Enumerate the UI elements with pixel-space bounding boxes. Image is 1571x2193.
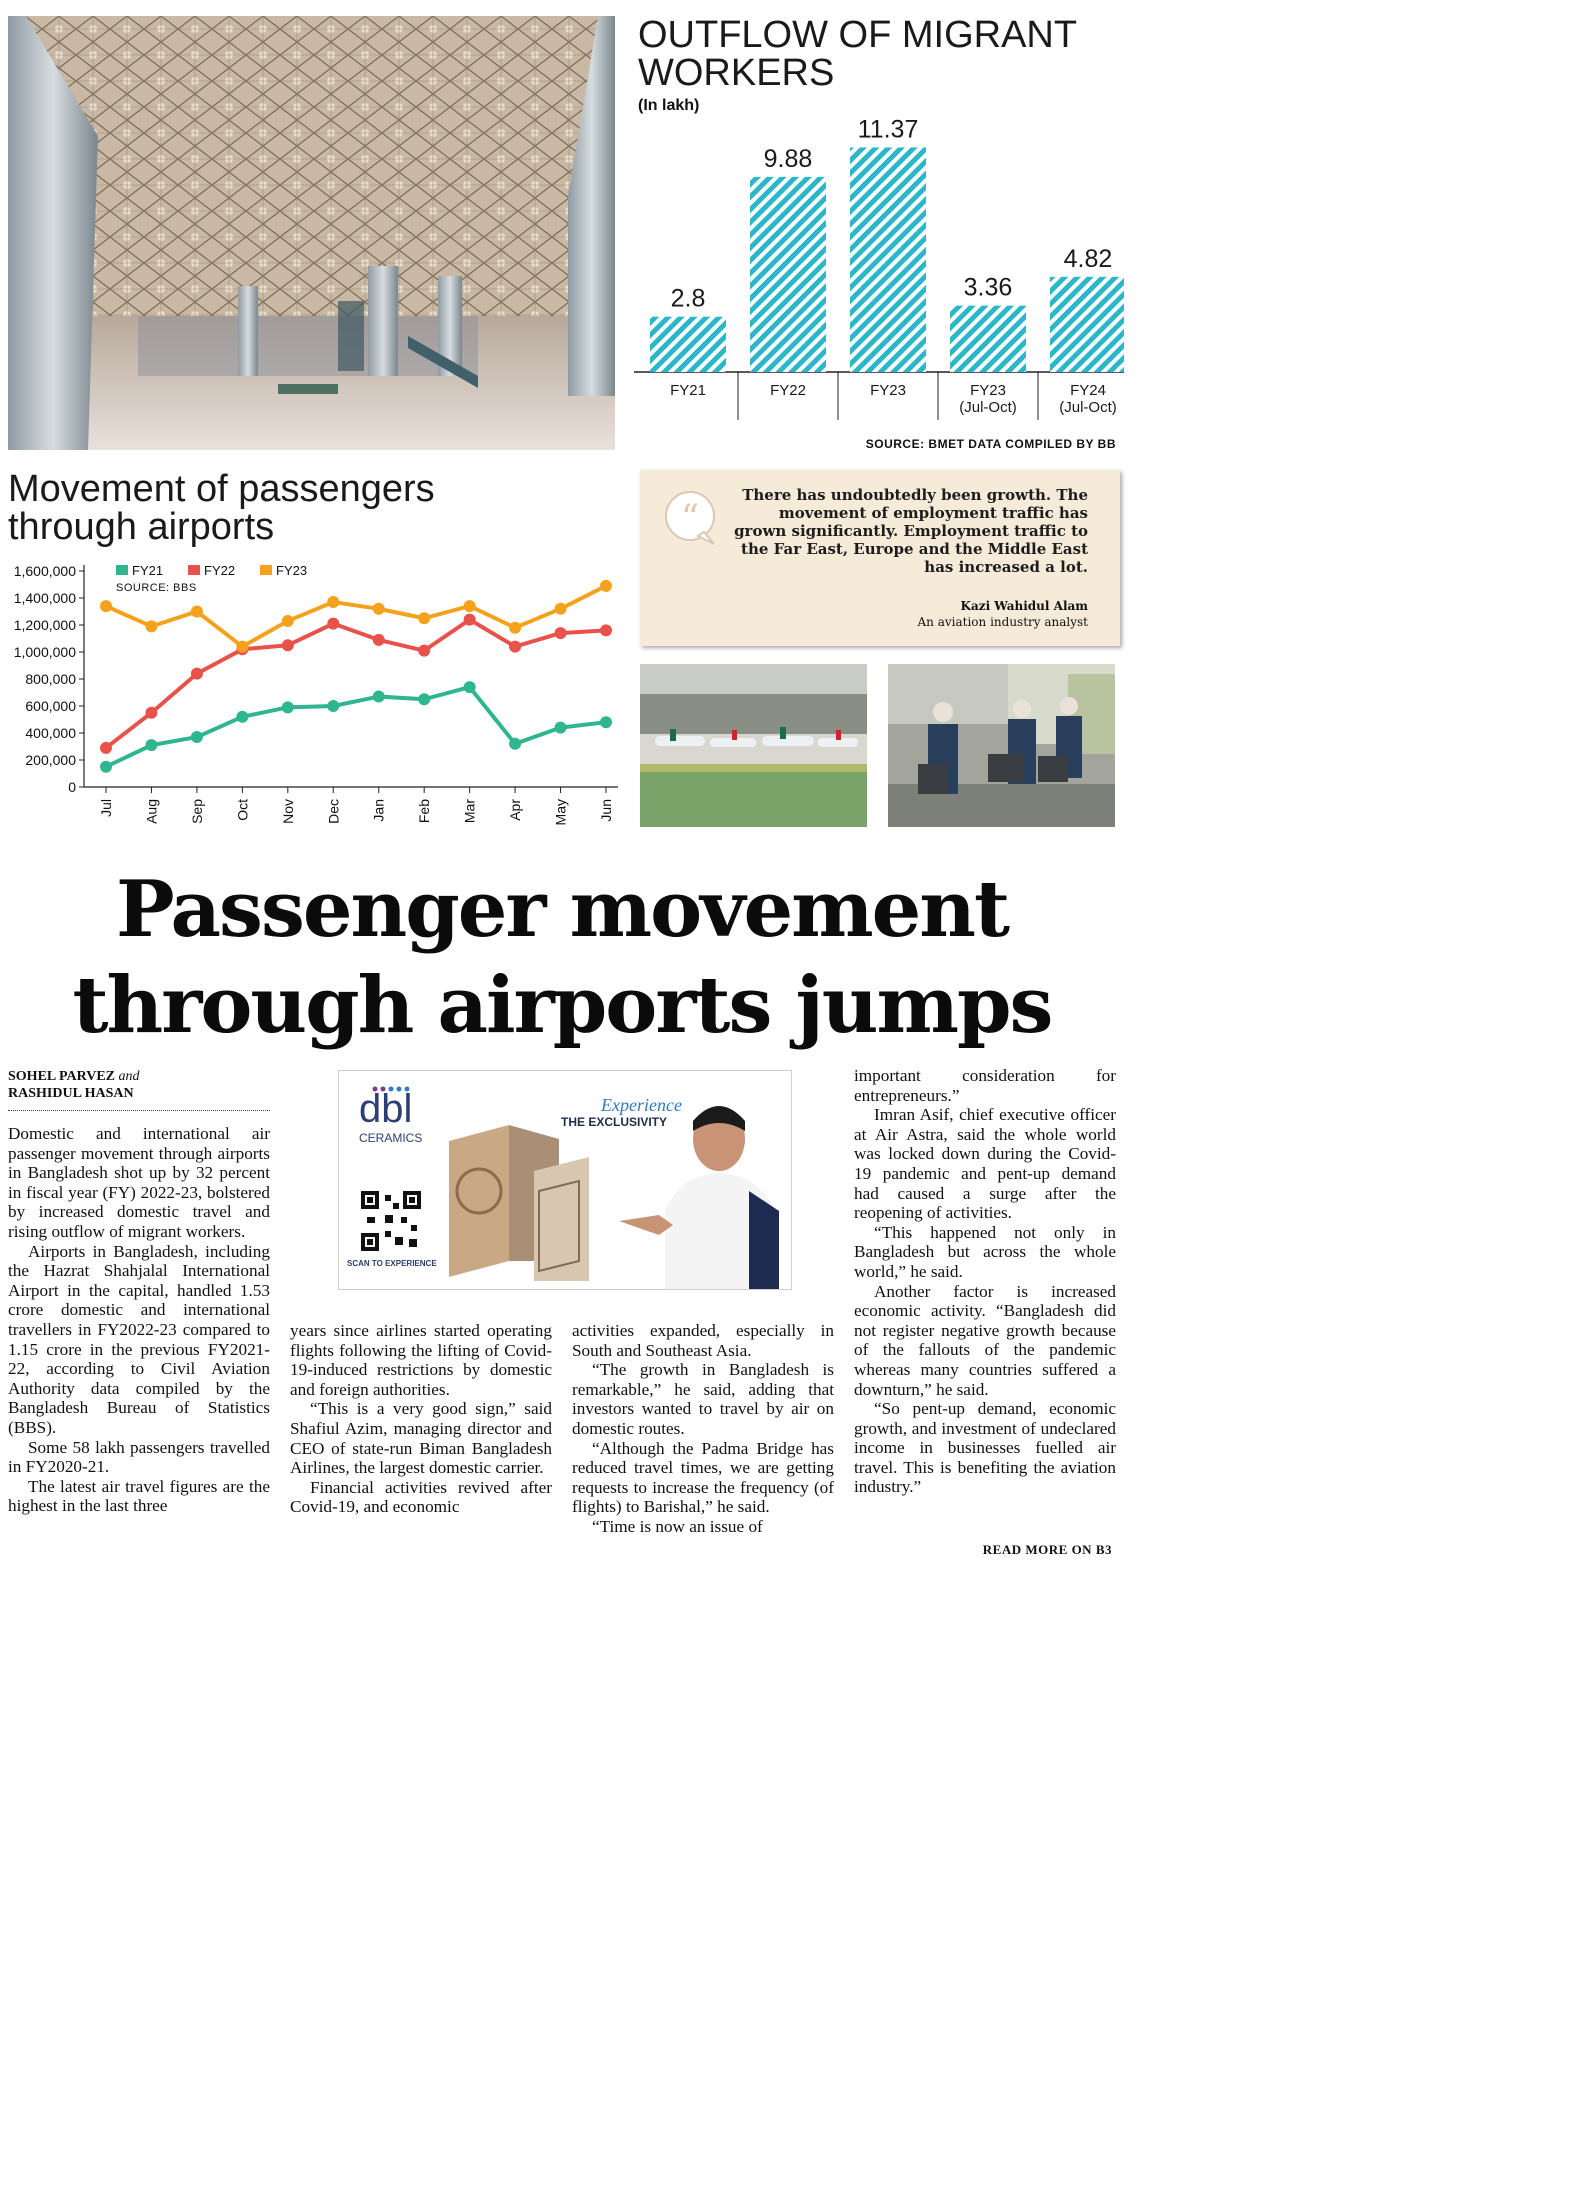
legend-swatch-fy21 bbox=[116, 565, 128, 575]
quote-attribution bbox=[918, 598, 1088, 630]
outflow-value-label: 11.37 bbox=[857, 115, 919, 144]
passengers-trolleys-photo bbox=[888, 664, 1115, 827]
legend-label-fy22: FY22 bbox=[204, 563, 236, 578]
ad-tag-exclusivity: THE EXCLUSIVITY bbox=[561, 1115, 668, 1129]
tiles-image bbox=[439, 1111, 589, 1281]
article-paragraph: Domestic and international air passenger movement through airports in Bangladesh shot up by 32 percent in fiscal year (FY) 2022-23, bolstered by increased domestic travel and rising outflow of migrant workers. bbox=[8, 1124, 270, 1241]
y-tick-label: 0 bbox=[68, 779, 76, 795]
x-tick-label: Aug bbox=[143, 799, 160, 824]
legend-swatch-fy23 bbox=[260, 565, 272, 575]
series-point-fy23 bbox=[373, 603, 385, 615]
movement-title-line2: through airports bbox=[8, 506, 275, 548]
y-tick-label: 200,000 bbox=[25, 752, 76, 768]
article-paragraph: “This happened not only in Bangladesh but across the whole world,” he said. bbox=[854, 1222, 1116, 1281]
article-column-3 bbox=[572, 1321, 834, 1537]
article-paragraph: Another factor is increased economic activity. “Bangladesh did not register negative growth because of the fallouts of the pandemic whereas many countries suffered a downturn,” he said. bbox=[854, 1281, 1116, 1399]
quote-box bbox=[640, 470, 1120, 646]
series-point-fy22 bbox=[509, 641, 521, 653]
series-point-fy23 bbox=[100, 600, 112, 612]
article-paragraph: “This is a very good sign,” said Shafiul Azim, managing director and CEO of state-run Biman Bangladesh Airlines, the largest domestic carrier. bbox=[290, 1399, 552, 1478]
article-paragraph: The latest air travel figures are the highest in the last three bbox=[8, 1476, 270, 1516]
article-paragraph: Financial activities revived after Covid-19, and economic bbox=[290, 1477, 552, 1517]
series-point-fy22 bbox=[145, 707, 157, 719]
series-point-fy22 bbox=[555, 627, 567, 639]
article-column-1 bbox=[8, 1124, 270, 1516]
series-point-fy21 bbox=[373, 691, 385, 703]
headline bbox=[0, 862, 1124, 1054]
series-line-fy23 bbox=[106, 586, 606, 647]
headline-line1: Passenger movement bbox=[115, 864, 1009, 955]
y-tick-label: 400,000 bbox=[25, 725, 76, 741]
y-tick-label: 1,200,000 bbox=[13, 617, 76, 633]
outflow-source: SOURCE: BMET DATA COMPILED BY BB bbox=[865, 437, 1116, 451]
quote-author-role: An aviation industry analyst bbox=[917, 615, 1088, 629]
y-tick-label: 1,000,000 bbox=[13, 644, 76, 660]
series-point-fy23 bbox=[145, 620, 157, 632]
x-tick-label: Jul bbox=[98, 799, 114, 817]
ad-brand-sub: CERAMICS bbox=[359, 1131, 423, 1145]
movement-chart-title bbox=[8, 470, 435, 546]
x-tick-label: Nov bbox=[279, 799, 296, 824]
outflow-bar-chart bbox=[630, 110, 1124, 430]
movement-title-line1: Movement of passengers bbox=[8, 468, 435, 510]
outflow-value-label: 9.88 bbox=[763, 144, 813, 173]
x-tick-label: Jan bbox=[370, 799, 387, 822]
x-tick-label: May bbox=[552, 799, 569, 826]
passenger-line-chart bbox=[0, 555, 625, 845]
series-point-fy23 bbox=[236, 641, 248, 653]
article-paragraph: activities expanded, especially in South and Southeast Asia. bbox=[572, 1321, 834, 1360]
airport-terminal-photo bbox=[8, 16, 615, 450]
legend-swatch-fy22 bbox=[188, 565, 200, 575]
y-tick-label: 1,400,000 bbox=[13, 590, 76, 606]
qr-code-icon bbox=[361, 1191, 421, 1251]
series-point-fy22 bbox=[282, 639, 294, 651]
x-tick-label: Sep bbox=[188, 799, 205, 824]
series-point-fy22 bbox=[464, 614, 476, 626]
x-tick-label: Oct bbox=[234, 799, 251, 821]
series-line-fy22 bbox=[106, 620, 606, 748]
outflow-bar bbox=[1050, 277, 1124, 372]
outflow-category-label: FY23 bbox=[870, 382, 906, 399]
series-point-fy21 bbox=[100, 761, 112, 773]
series-point-fy23 bbox=[509, 622, 521, 634]
outflow-category-label: FY22 bbox=[770, 382, 806, 399]
outflow-value-label: 2.8 bbox=[670, 284, 706, 313]
series-point-fy22 bbox=[373, 634, 385, 646]
article-paragraph: “Although the Padma Bridge has reduced travel times, we are getting requests to increase the frequency (of flights) to Barishal,” he said. bbox=[572, 1438, 834, 1517]
article-paragraph: Airports in Bangladesh, including the Hazrat Shahjalal International Airport in the capital, handled 1.53 crore domestic and international travellers in FY2022-23 compared to 1.15 crore in the previous FY2021-22, according to Civil Aviation Authority data compiled by the Bangladesh Bureau of Statistics (BBS). bbox=[8, 1241, 270, 1437]
series-point-fy23 bbox=[327, 596, 339, 608]
outflow-bar bbox=[850, 147, 926, 372]
svg-text:“: “ bbox=[680, 498, 700, 539]
series-line-fy21 bbox=[106, 687, 606, 767]
ad-tag-experience: Experience bbox=[601, 1095, 682, 1115]
x-tick-label: Jun bbox=[598, 799, 614, 822]
byline-and: and bbox=[118, 1069, 140, 1084]
outflow-chart-title: OUTFLOW OF MIGRANT WORKERS bbox=[638, 14, 1077, 94]
byline-author2: RASHIDUL HASAN bbox=[8, 1086, 134, 1101]
series-point-fy21 bbox=[555, 722, 567, 734]
x-tick-label: Feb bbox=[416, 799, 433, 824]
ad-model-image bbox=[619, 1091, 791, 1289]
series-point-fy23 bbox=[191, 606, 203, 618]
dbl-ceramics-ad[interactable] bbox=[338, 1070, 792, 1290]
series-point-fy22 bbox=[191, 668, 203, 680]
series-point-fy23 bbox=[600, 580, 612, 592]
series-point-fy23 bbox=[282, 615, 294, 627]
legend-label-fy23: FY23 bbox=[276, 563, 308, 578]
outflow-category-label: FY24 bbox=[1070, 382, 1106, 399]
series-point-fy21 bbox=[418, 693, 430, 705]
y-tick-label: 1,600,000 bbox=[13, 563, 76, 579]
series-point-fy23 bbox=[555, 603, 567, 615]
article-paragraph: important consideration for entrepreneurs.” bbox=[854, 1066, 1116, 1105]
series-point-fy21 bbox=[236, 711, 248, 723]
outflow-category-label: (Jul-Oct) bbox=[959, 399, 1017, 416]
series-point-fy23 bbox=[418, 612, 430, 624]
outflow-category-label: (Jul-Oct) bbox=[1059, 399, 1117, 416]
series-point-fy22 bbox=[100, 742, 112, 754]
outflow-value-label: 4.82 bbox=[1063, 244, 1113, 273]
series-point-fy21 bbox=[600, 716, 612, 728]
y-tick-label: 800,000 bbox=[25, 671, 76, 687]
article-paragraph: “Time is now an issue of bbox=[592, 1516, 763, 1536]
outflow-bar bbox=[950, 306, 1026, 372]
series-point-fy21 bbox=[145, 739, 157, 751]
byline-divider bbox=[8, 1110, 270, 1111]
byline bbox=[8, 1068, 140, 1102]
article-column-4 bbox=[854, 1066, 1116, 1497]
x-tick-label: Mar bbox=[461, 799, 478, 824]
quote-bubble-icon bbox=[660, 488, 722, 548]
x-tick-label: Dec bbox=[325, 799, 342, 824]
article-paragraph: “So pent-up demand, economic growth, and investment of undeclared income in businesses fuelled air travel. This is benefiting the aviation industry.” bbox=[854, 1399, 1116, 1497]
airport-runway-photo bbox=[640, 664, 867, 827]
series-point-fy21 bbox=[464, 681, 476, 693]
series-point-fy21 bbox=[191, 731, 203, 743]
outflow-chart-unit: (In lakh) bbox=[638, 97, 700, 114]
y-tick-label: 600,000 bbox=[25, 698, 76, 714]
read-more-link[interactable]: READ MORE ON B3 bbox=[982, 1542, 1112, 1557]
series-point-fy22 bbox=[600, 624, 612, 636]
series-point-fy23 bbox=[464, 600, 476, 612]
series-point-fy22 bbox=[327, 618, 339, 630]
byline-author1: SOHEL PARVEZ bbox=[8, 1069, 115, 1084]
outflow-value-label: 3.36 bbox=[963, 273, 1013, 302]
series-point-fy21 bbox=[282, 701, 294, 713]
outflow-bar bbox=[650, 317, 726, 372]
movement-source: SOURCE: BBS bbox=[116, 582, 197, 594]
outflow-category-label: FY23 bbox=[970, 382, 1006, 399]
headline-line2: through airports jumps bbox=[72, 960, 1052, 1051]
quote-text: There has undoubtedly been growth. The movement of employment traffic has grown significantly. Employment traffic to the Far East, Europe and the Middle East has increased a lot. bbox=[734, 486, 1088, 576]
outflow-category-label: FY21 bbox=[670, 382, 706, 399]
quote-author-name: Kazi Wahidul Alam bbox=[960, 599, 1088, 613]
x-tick-label: Apr bbox=[507, 799, 524, 821]
ad-scan-text: SCAN TO EXPERIENCE bbox=[347, 1259, 437, 1268]
series-point-fy21 bbox=[509, 738, 521, 750]
outflow-bar bbox=[750, 177, 826, 372]
article-column-2 bbox=[290, 1321, 552, 1517]
series-point-fy21 bbox=[327, 700, 339, 712]
article-paragraph: Some 58 lakh passengers travelled in FY2020-21. bbox=[8, 1437, 270, 1477]
ad-brand: dbl bbox=[359, 1087, 413, 1131]
article-paragraph: “The growth in Bangladesh is remarkable,” he said, adding that investors wanted to travel by air on domestic routes. bbox=[572, 1360, 834, 1438]
article-paragraph: Imran Asif, chief executive officer at Air Astra, said the whole world was locked down during the Covid-19 pandemic and pent-up demand had caused a surge after the reopening of activities. bbox=[854, 1105, 1116, 1223]
legend-label-fy21: FY21 bbox=[132, 563, 164, 578]
article-paragraph: years since airlines started operating flights following the lifting of Covid-19-induced restrictions by domestic and foreign authorities. bbox=[290, 1321, 552, 1399]
series-point-fy22 bbox=[418, 645, 430, 657]
